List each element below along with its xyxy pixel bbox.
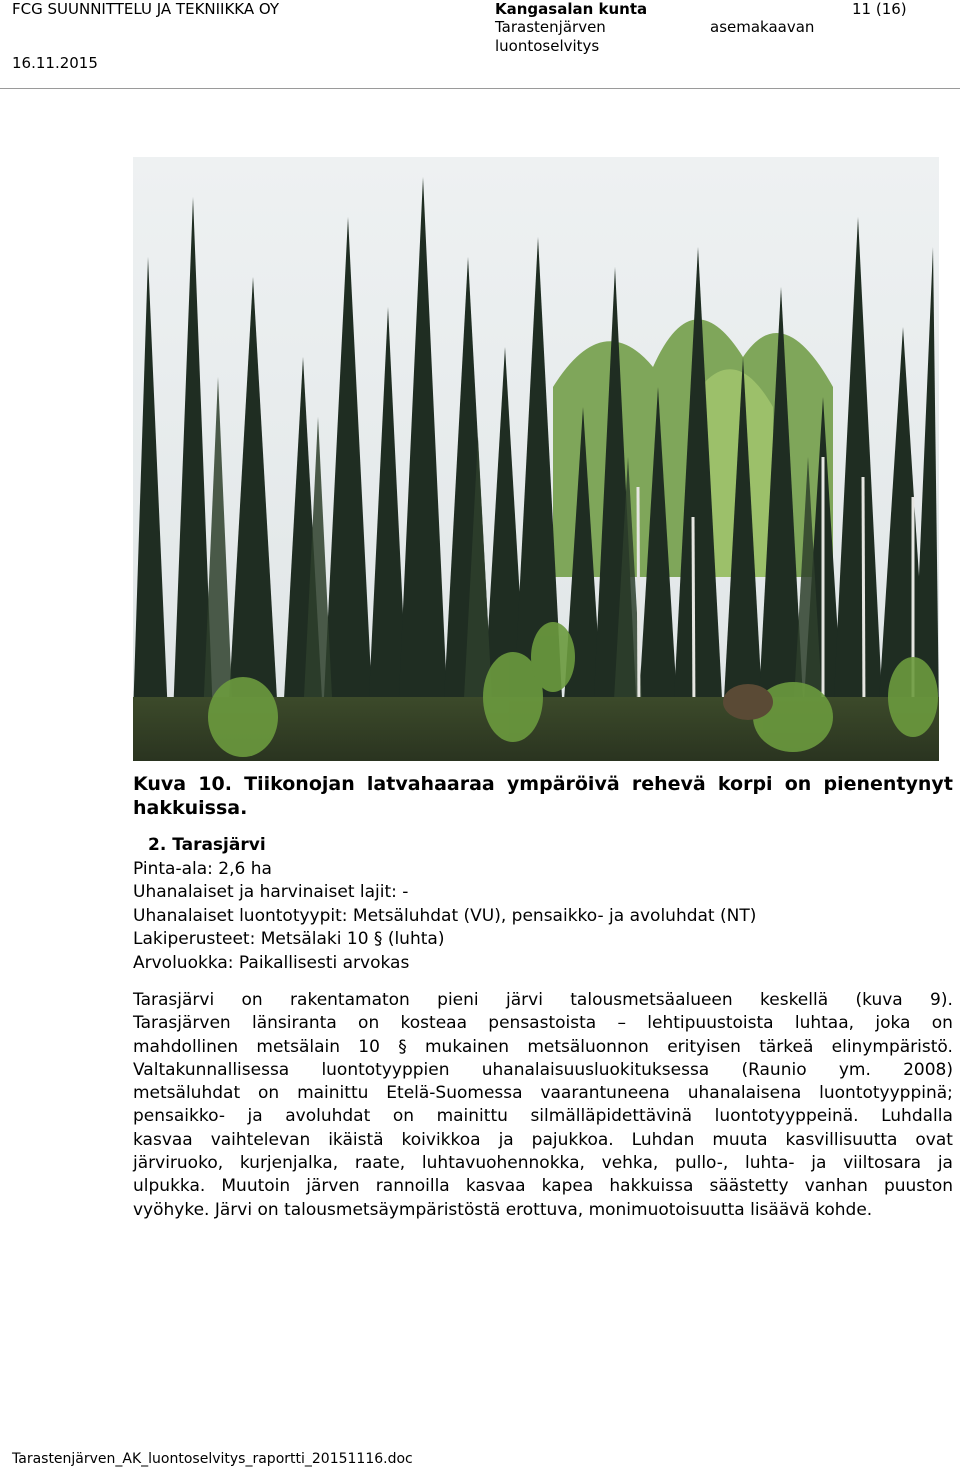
paragraph-word: lisäävä	[750, 1199, 816, 1220]
caption-line-2: hakkuissa.	[133, 797, 248, 819]
paragraph-word: ja	[811, 1153, 827, 1174]
paragraph-word: erottuva,	[505, 1199, 589, 1220]
paragraph-word: vehka,	[601, 1153, 659, 1174]
paragraph-word: vaihtelevan	[210, 1129, 311, 1150]
paragraph-word: länsiranta	[251, 1013, 337, 1034]
caption-word: ympäröivä	[506, 773, 620, 795]
paragraph-word: erityisen	[667, 1036, 741, 1057]
paragraph-line	[133, 1105, 953, 1128]
paragraph-word: luontotyyppien	[321, 1059, 450, 1080]
paragraph-line	[133, 1082, 953, 1105]
paragraph-word: Muutoin	[221, 1176, 291, 1197]
paragraph-word: ulpukka.	[133, 1176, 206, 1197]
header-page-number: 11 (16)	[852, 0, 907, 18]
paragraph-word: Järvi	[214, 1199, 258, 1220]
site-area: Pinta-ala: 2,6 ha	[133, 858, 272, 879]
paragraph-word: kasvillisuutta	[785, 1129, 898, 1150]
paragraph-word: raate,	[354, 1153, 406, 1174]
paragraph-word: on	[241, 990, 263, 1010]
figure-caption	[133, 772, 953, 820]
paragraph-word: Tarasjärvi	[133, 990, 215, 1010]
paragraph-word: ym.	[838, 1059, 871, 1080]
paragraph-word: uhanalaisuusluokituksessa	[481, 1059, 710, 1080]
paragraph-word: luhtavuohennokka,	[421, 1153, 585, 1174]
paragraph-word: 10	[358, 1036, 380, 1057]
paragraph-word: ja	[247, 1106, 263, 1127]
footer-filename: Tarastenjärven_AK_luontoselvitys_raportti_20151116.doc	[12, 1451, 413, 1467]
header-divider	[0, 88, 960, 89]
header-client: Kangasalan kunta	[495, 0, 648, 18]
paragraph-word: pajukkoa.	[531, 1129, 614, 1150]
paragraph-word: elinympäristö.	[831, 1036, 953, 1057]
paragraph-word: metsäluhdat	[133, 1083, 241, 1104]
body-paragraph	[133, 989, 953, 1222]
paragraph-word: luontotyyppeinä.	[714, 1106, 859, 1127]
paragraph-word: hakkuissa	[609, 1176, 694, 1197]
caption-word: Tiikonojan	[244, 773, 355, 795]
paragraph-word: järvi	[506, 990, 543, 1010]
paragraph-word: luhta-	[745, 1153, 795, 1174]
paragraph-word: mahdollinen	[133, 1036, 239, 1057]
paragraph-word: luontotyyppinä;	[819, 1083, 953, 1104]
paragraph-word: ja	[498, 1129, 514, 1150]
paragraph-line	[133, 1129, 953, 1152]
header-company: FCG SUUNNITTELU JA TEKNIIKKA OY	[12, 0, 280, 18]
paragraph-word: –	[617, 1013, 626, 1034]
paragraph-word: Luhdan	[631, 1129, 695, 1150]
header-title-part1: Tarastenjärven	[495, 18, 606, 36]
paragraph-word: rakentamaton	[290, 990, 410, 1010]
paragraph-word: Etelä-Suomessa	[386, 1083, 523, 1104]
paragraph-line	[133, 1199, 953, 1222]
site-legal-basis: Lakiperusteet: Metsälaki 10 § (luhta)	[133, 929, 445, 949]
paragraph-word: talousmetsäalueen	[570, 990, 733, 1010]
paragraph-word: Luhdalla	[881, 1106, 953, 1127]
paragraph-word: on	[257, 1199, 285, 1220]
paragraph-word: on	[358, 1013, 380, 1034]
paragraph-word: pensaikko-	[133, 1106, 225, 1127]
site-species: Uhanalaiset ja harvinaiset lajit: -	[133, 882, 409, 902]
paragraph-word: joka	[875, 1013, 911, 1034]
caption-word: pienentynyt	[823, 773, 953, 795]
caption-word: latvahaaraa	[366, 773, 495, 795]
paragraph-word: metsäluonnon	[527, 1036, 649, 1057]
paragraph-word: (kuva	[855, 990, 903, 1010]
paragraph-word: §	[398, 1036, 407, 1057]
paragraph-word: kapea	[541, 1176, 594, 1197]
paragraph-word: muuta	[712, 1129, 768, 1150]
caption-word: korpi	[717, 773, 773, 795]
paragraph-word: on	[931, 1013, 953, 1034]
paragraph-word: säästetty	[709, 1176, 789, 1197]
paragraph-word: on	[392, 1106, 415, 1127]
paragraph-word: tärkeä	[759, 1036, 814, 1057]
paragraph-line	[133, 1036, 953, 1059]
paragraph-word: Tarasjärven	[133, 1013, 231, 1034]
paragraph-word: lehtipuustoista	[647, 1013, 774, 1034]
caption-word: on	[784, 773, 812, 795]
paragraph-word: 9).	[930, 990, 953, 1010]
caption-line-1	[133, 772, 953, 796]
caption-word: 10.	[198, 773, 232, 795]
paragraph-word: 2008)	[903, 1059, 953, 1080]
header-title-part3: asemakaavan	[710, 18, 815, 36]
paragraph-word: vanhan	[804, 1176, 868, 1197]
forest-photo	[133, 157, 939, 761]
paragraph-word: pensastoista	[488, 1013, 597, 1034]
paragraph-word: järven	[306, 1176, 360, 1197]
paragraph-word: koivikkoa	[401, 1129, 481, 1150]
paragraph-word: monimuotoisuutta	[588, 1199, 751, 1220]
paragraph-word: mukainen	[425, 1036, 510, 1057]
header-date: 16.11.2015	[12, 54, 98, 72]
paragraph-word: ikäistä	[328, 1129, 384, 1150]
paragraph-word: mainittu	[297, 1083, 369, 1104]
paragraph-word: mainittu	[436, 1106, 508, 1127]
paragraph-word: on	[258, 1083, 280, 1104]
paragraph-line	[133, 989, 953, 1012]
paragraph-word: kasvaa	[133, 1129, 193, 1150]
paragraph-line	[133, 1175, 953, 1198]
site-value-class: Arvoluokka: Paikallisesti arvokas	[133, 952, 410, 973]
paragraph-word: keskellä	[760, 990, 829, 1010]
paragraph-word: ja	[937, 1153, 953, 1174]
paragraph-word: talousmetsäympäristöstä	[284, 1199, 506, 1220]
paragraph-word: luhtaa,	[794, 1013, 855, 1034]
header-title-part2: luontoselvitys	[495, 37, 600, 55]
paragraph-word: pieni	[437, 990, 479, 1010]
paragraph-word: silmälläpidettävinä	[530, 1106, 693, 1127]
paragraph-word: ovat	[915, 1129, 953, 1150]
caption-word: Kuva	[133, 773, 187, 795]
paragraph-line	[133, 1152, 953, 1175]
section-heading: 2. Tarasjärvi	[148, 835, 266, 855]
paragraph-word: avoluhdat	[285, 1106, 371, 1127]
paragraph-word: kasvaa	[465, 1176, 526, 1197]
paragraph-word: järviruoko,	[133, 1153, 224, 1174]
paragraph-word: rannoilla	[375, 1176, 450, 1197]
caption-word: rehevä	[631, 773, 706, 795]
paragraph-word: kurjenjalka,	[239, 1153, 339, 1174]
paragraph-word: (Raunio	[741, 1059, 807, 1080]
paragraph-line	[133, 1012, 953, 1035]
site-info	[133, 834, 953, 975]
paragraph-word: uhanalaisena	[687, 1083, 802, 1104]
paragraph-word: pullo-,	[675, 1153, 729, 1174]
paragraph-word: metsälain	[256, 1036, 341, 1057]
paragraph-line	[133, 1059, 953, 1082]
site-habitats: Uhanalaiset luontotyypit: Metsäluhdat (VU), pensaikko- ja avoluhdat (NT)	[133, 905, 757, 926]
paragraph-word: vaarantuneena	[540, 1083, 670, 1104]
paragraph-word: puuston	[883, 1176, 953, 1197]
paragraph-word: kosteaa	[400, 1013, 467, 1034]
paragraph-word: viiltosara	[843, 1153, 922, 1174]
paragraph-word: kohde.	[815, 1199, 873, 1220]
paragraph-word: Valtakunnallisessa	[133, 1059, 290, 1080]
paragraph-word: vyöhyke.	[133, 1199, 215, 1220]
